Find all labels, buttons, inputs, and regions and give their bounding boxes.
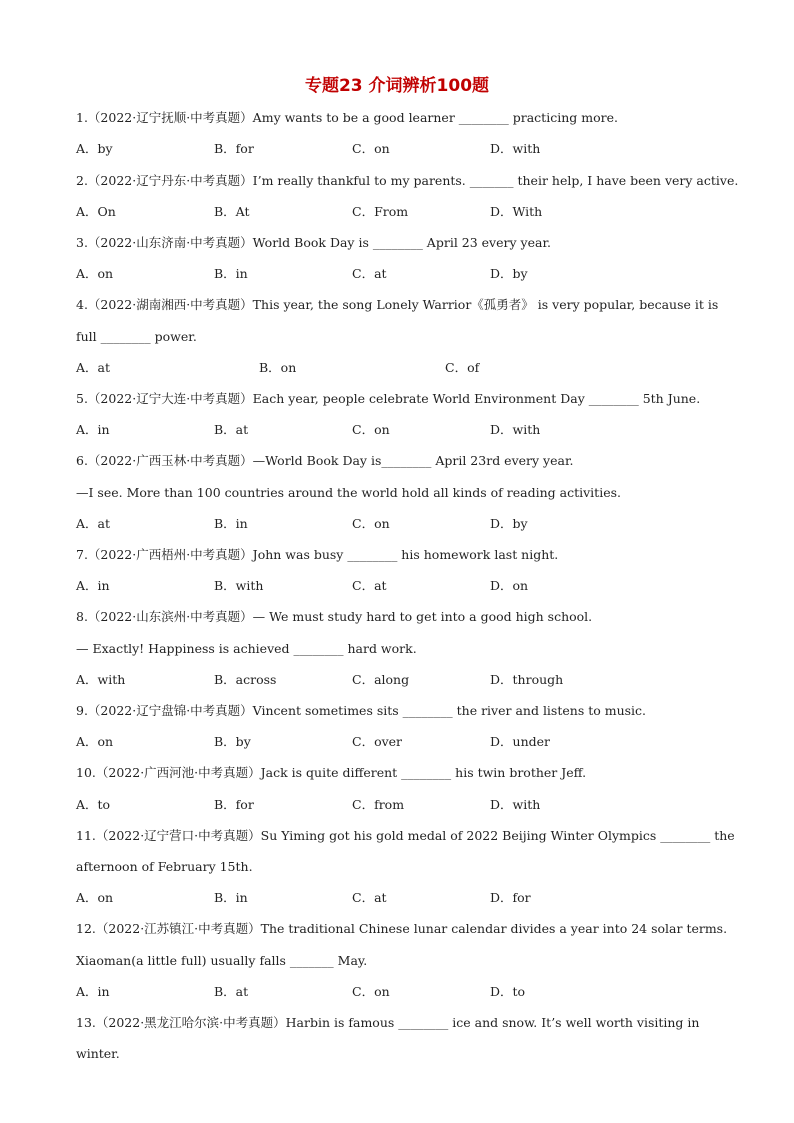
answer-option[interactable]: C．along [352,672,410,687]
answer-option[interactable]: A．on [76,266,114,281]
answer-option[interactable]: C．over [352,734,403,749]
question-stem: 1.（2022·辽宁抚顺·中考真题）Amy wants to be a good learner ________ practicing more. [76,110,618,125]
answer-option[interactable]: C．on [352,141,390,156]
answer-option[interactable]: B．in [214,266,248,281]
answer-option[interactable]: A．in [76,984,110,999]
answer-option[interactable]: D．to [490,984,526,999]
question-stem-continued: afternoon of February 15th. [76,859,253,874]
answer-option[interactable]: C．on [352,516,390,531]
answer-option[interactable]: A．with [76,672,126,687]
question-stem: 7.（2022·广西梧州·中考真题）John was busy ________ his homework last night. [76,547,559,562]
answer-option[interactable]: A．by [76,141,113,156]
answer-option[interactable]: C．on [352,984,390,999]
answer-option[interactable]: D．with [490,797,541,812]
question-stem: 12.（2022·江苏镇江·中考真题）The traditional Chinese lunar calendar divides a year into 24 solar terms. [76,921,728,936]
answer-option[interactable]: D．by [490,266,528,281]
question-stem: 13.（2022·黑龙江哈尔滨·中考真题）Harbin is famous ________ ice and snow. It’s well worth visiting in [76,1015,700,1030]
answer-option[interactable]: C．at [352,578,387,593]
answer-option[interactable]: B．across [214,672,277,687]
question-stem-continued: — Exactly! Happiness is achieved ________ hard work. [76,641,417,656]
answer-option[interactable]: D．with [490,422,541,437]
page-title: 专题23 介词辨析100题 [304,76,490,96]
answer-option[interactable]: B．with [214,578,264,593]
answer-option[interactable]: B．At [214,204,250,219]
answer-option[interactable]: C．From [352,204,409,219]
answer-option[interactable]: A．on [76,890,114,905]
answer-option[interactable]: A．at [76,360,111,375]
answer-option[interactable]: A．on [76,734,114,749]
question-stem: 6.（2022·广西玉林·中考真题）—World Book Day is________ April 23rd every year. [76,453,574,468]
answer-option[interactable]: A．in [76,422,110,437]
answer-option[interactable]: C．at [352,890,387,905]
question-stem: 3.（2022·山东济南·中考真题）World Book Day is ________ April 23 every year. [76,235,552,250]
question-stem: 4.（2022·湖南湘西·中考真题）This year, the song Lonely Warrior《孤勇者》 is very popular, because it is [76,297,719,312]
answer-option[interactable]: D．for [490,890,531,905]
answer-option[interactable]: D．on [490,578,529,593]
answer-option[interactable]: A．to [76,797,111,812]
answer-option[interactable]: B．for [214,141,254,156]
answer-option[interactable]: B．for [214,797,254,812]
answer-option[interactable]: B．at [214,984,249,999]
question-stem-continued: winter. [76,1046,120,1061]
question-stem: 8.（2022·山东滨州·中考真题）— We must study hard to get into a good high school. [76,609,593,624]
answer-option[interactable]: B．at [214,422,249,437]
answer-option[interactable]: B．in [214,890,248,905]
answer-option[interactable]: C．on [352,422,390,437]
question-stem: 11.（2022·辽宁营口·中考真题）Su Yiming got his gold medal of 2022 Beijing Winter Olympics ________ the [76,828,735,843]
answer-option[interactable]: B．in [214,516,248,531]
question-stem: 10.（2022·广西河池·中考真题）Jack is quite different ________ his twin brother Jeff. [76,765,587,780]
answer-option[interactable]: B．on [259,360,297,375]
answer-option[interactable]: D．with [490,141,541,156]
answer-option[interactable]: A．in [76,578,110,593]
answer-option[interactable]: D．under [490,734,550,749]
answer-option[interactable]: A．at [76,516,111,531]
question-stem-continued: Xiaoman(a little full) usually falls _______ May. [76,953,368,968]
question-stem: 5.（2022·辽宁大连·中考真题）Each year, people celebrate World Environment Day ________ 5th June. [76,391,701,406]
answer-option[interactable]: D．by [490,516,528,531]
answer-option[interactable]: C．from [352,797,405,812]
question-stem-continued: —I see. More than 100 countries around the world hold all kinds of reading activities. [76,485,621,500]
answer-option[interactable]: D．through [490,672,564,687]
answer-option[interactable]: B．by [214,734,251,749]
question-stem-continued: full ________ power. [76,329,197,344]
question-stem: 2.（2022·辽宁丹东·中考真题）I’m really thankful to my parents. _______ their help, I have been very active. [76,173,739,188]
question-stem: 9.（2022·辽宁盘锦·中考真题）Vincent sometimes sits ________ the river and listens to music. [76,703,647,718]
answer-option[interactable]: C．of [445,360,480,375]
answer-option[interactable]: A．On [76,204,116,219]
answer-option[interactable]: C．at [352,266,387,281]
answer-option[interactable]: D．With [490,204,543,219]
